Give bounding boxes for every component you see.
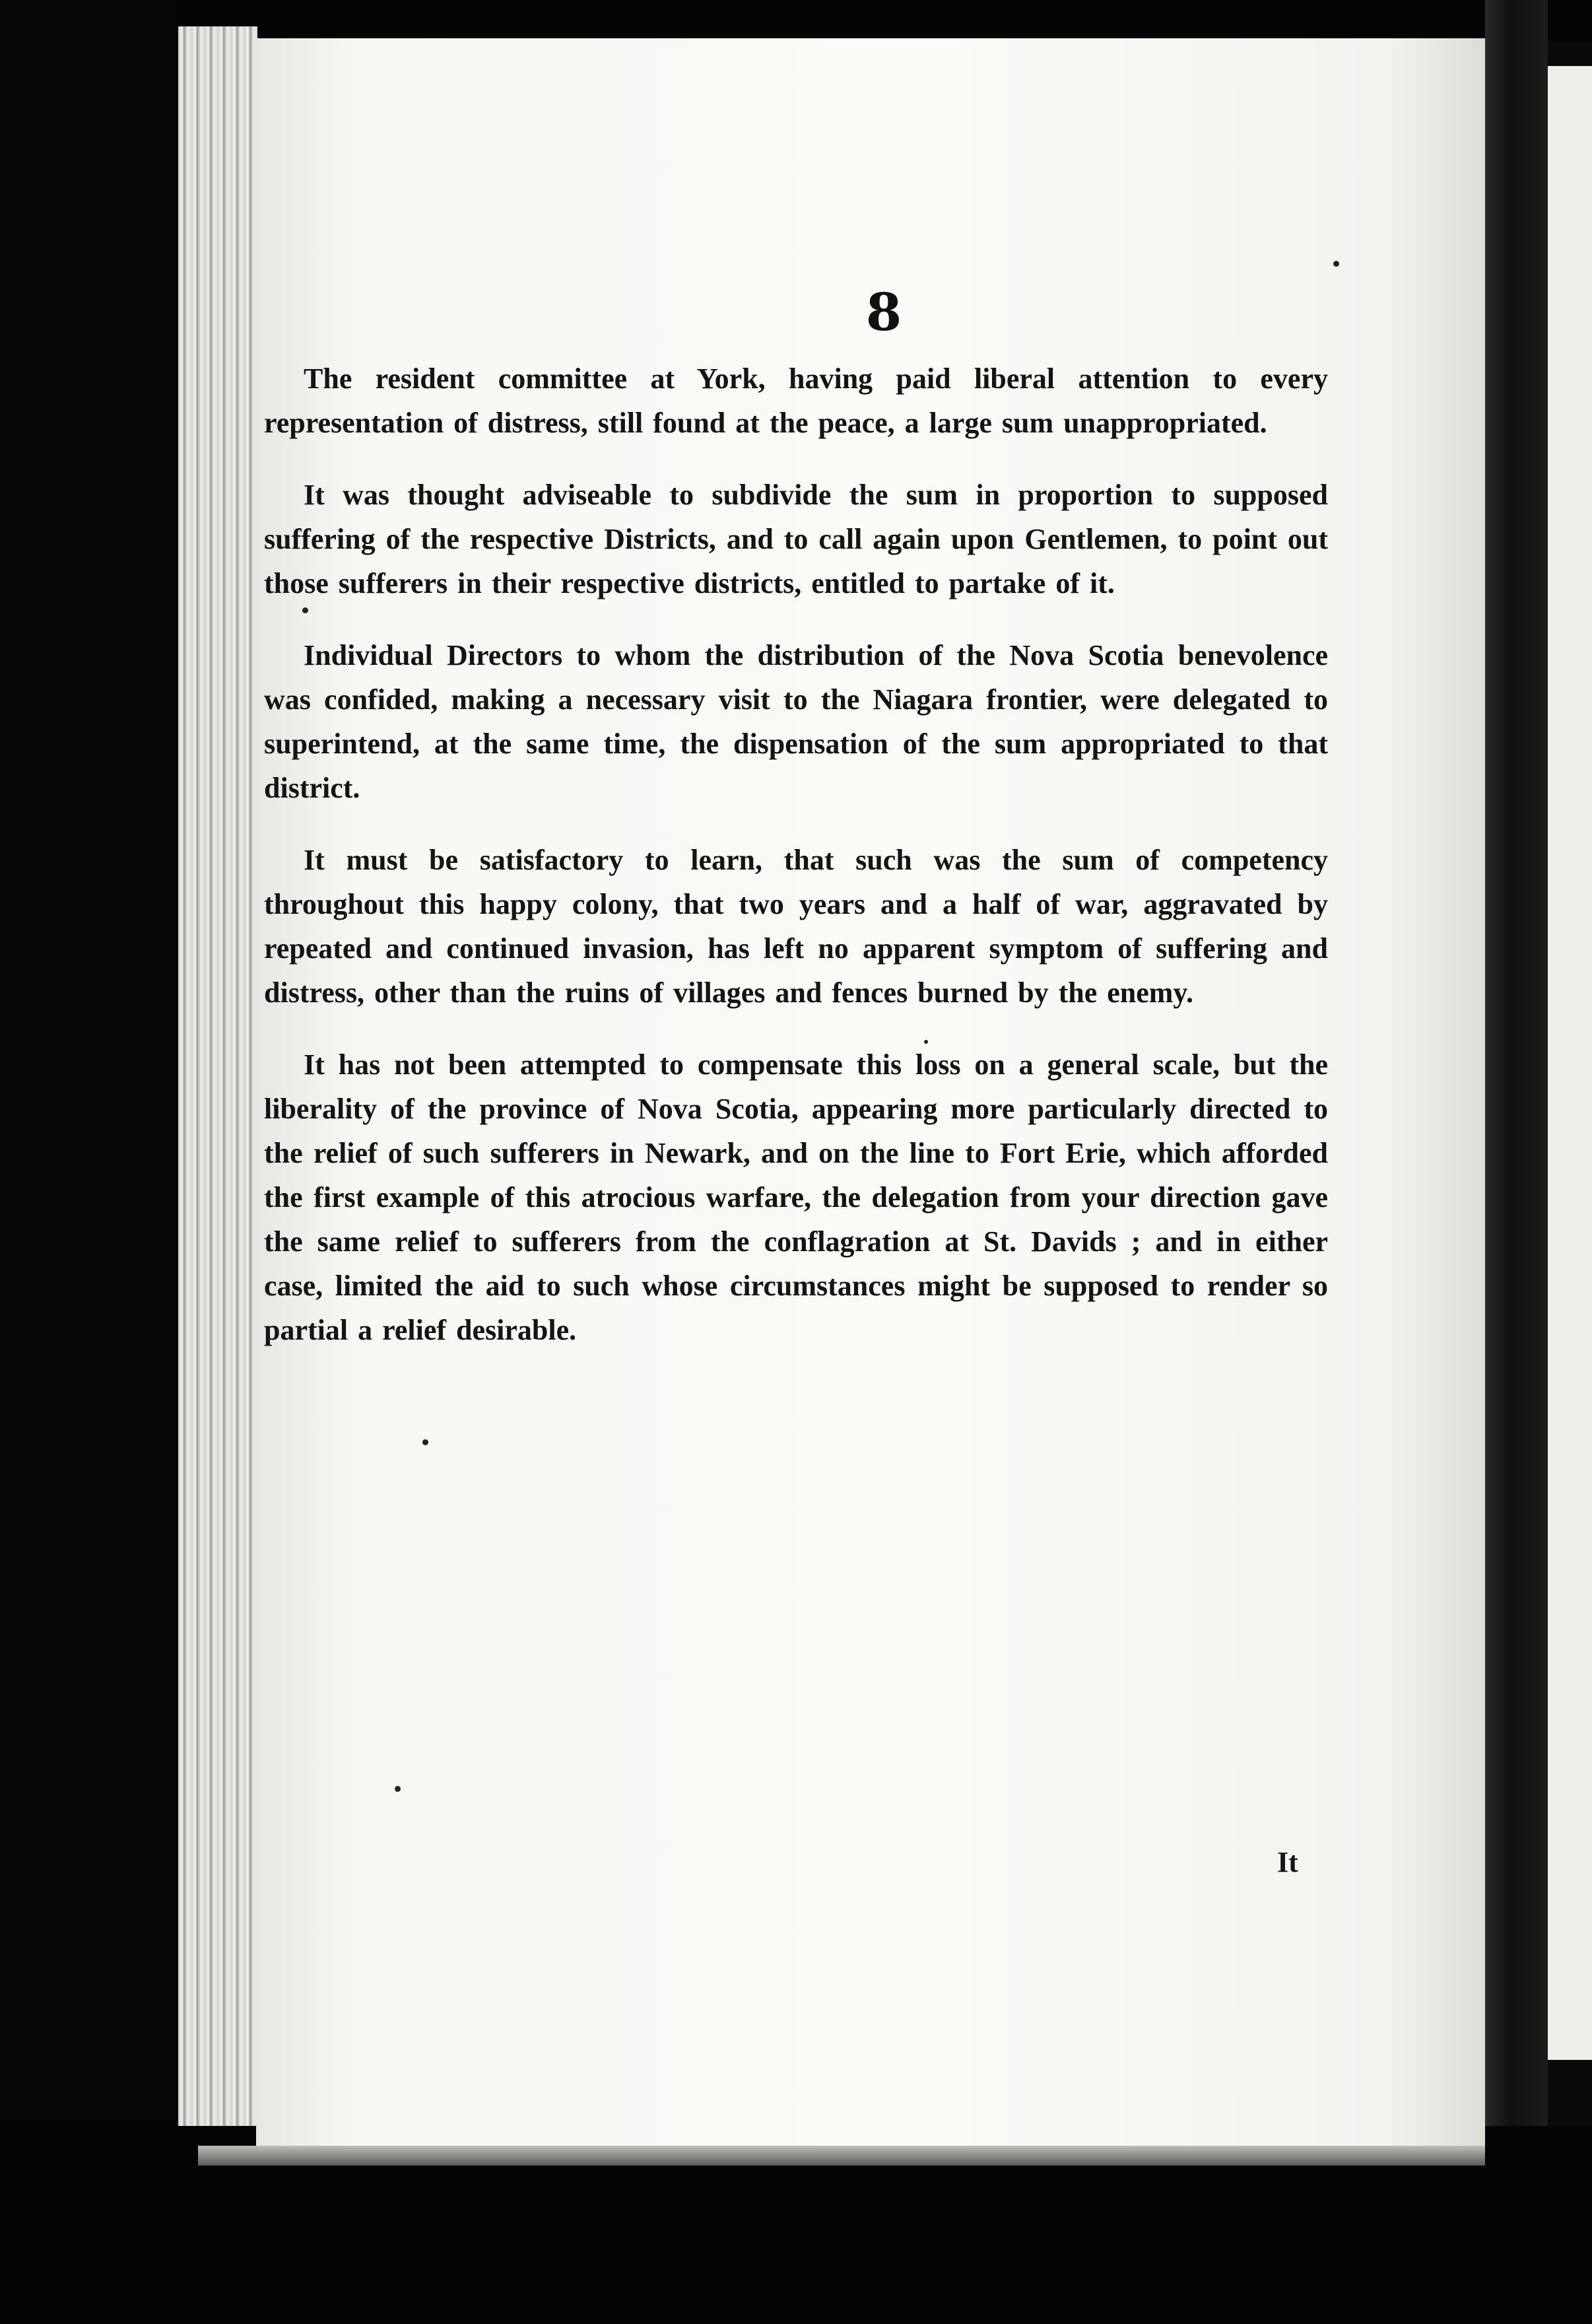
ink-speck: [395, 1786, 401, 1792]
ink-speck: [422, 1439, 428, 1445]
page-edge-stack: [178, 26, 257, 2159]
ink-speck: [1333, 261, 1339, 267]
paragraph: It must be satisfactory to learn, that such was the sum of competency throughout this happy colony, that two years and a half of war, aggravated by repeated and continued invasion, has left no apparent symptom of suffering and distress, other than the ruins of villages and fences burned by the enemy.: [264, 844, 1328, 1009]
page-bottom-edge: [198, 2146, 1485, 2166]
ink-speck: [302, 607, 308, 613]
paragraph: The resident committee at York, having paid liberal attention to every representation of distress, still found at the peace, a large sum unappropriated.: [264, 362, 1328, 439]
page-number: 8: [865, 283, 902, 343]
body-text: [264, 357, 1328, 1380]
paragraph: It has not been attempted to compensate this loss on a general scale, but the liberality of the province of Nova Scotia, appearing more particularly directed to the relief of such sufferers in Newark, and on the line to Fort Erie, which afforded the first example of this atrocious warfare, the delegation from your direction gave the same relief to sufferers from the conflagration at St. Davids ; and in either case, limited the aid to such whose circumstances might be supposed to render so partial a relief desirable.: [264, 1048, 1328, 1346]
scan-left-border: [0, 0, 178, 2324]
catchword: It: [1277, 1846, 1298, 1878]
ink-speck: [924, 1040, 928, 1044]
book-gutter: [1485, 0, 1548, 2324]
facing-page-sliver: [1548, 66, 1592, 2060]
paragraph: It was thought adviseable to subdivide the sum in proportion to supposed suffering of the respective Districts, and to call again upon Gentlemen, to point out those sufferers in their respective districts, entitled to partake of it.: [264, 479, 1328, 599]
paragraph: Individual Directors to whom the distribution of the Nova Scotia benevolence was confided, making a necessary visit to the Niagara frontier, were delegated to superintend, at the same time, the dispensation of the sum appropriated to that district.: [264, 639, 1328, 804]
